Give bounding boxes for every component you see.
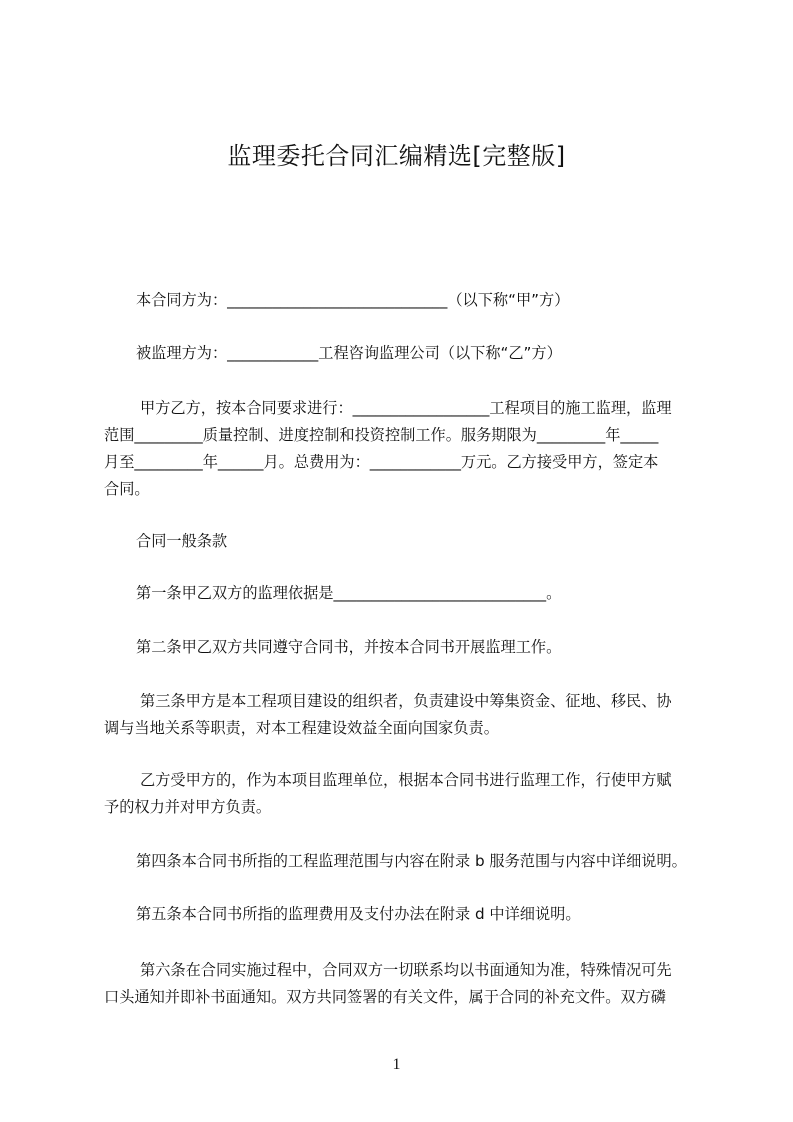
article-5 xyxy=(104,901,701,928)
article-2 xyxy=(104,634,701,661)
paragraph-supervised-party xyxy=(104,340,701,367)
text-line: 合同一般条款 xyxy=(136,532,228,550)
text-line: 本合同方为：_____________________________（以下称“甲”方） xyxy=(136,291,570,309)
text-line: 予的权力并对甲方负责。 xyxy=(104,798,272,816)
text-line: 第四条本合同书所指的工程监理范围与内容在附录 b 服务范围与内容中详细说明。 xyxy=(136,852,687,870)
text-line: 被监理方为：____________工程咨询监理公司（以下称“乙”方） xyxy=(136,344,562,362)
text-line: 第一条甲乙双方的监理依据是____________________________。 xyxy=(136,584,562,602)
article-1 xyxy=(104,580,701,607)
text-line: 范围_________质量控制、进度控制和投资控制工作。服务期限为_________年_____ xyxy=(104,426,659,444)
document-title: 监理委托合同汇编精选[完整版] xyxy=(227,142,566,170)
text-line: 口头通知并即补书面通知。双方共同签署的有关文件，属于合同的补充文件。双方磷 xyxy=(104,988,666,1006)
paragraph-contracting-party xyxy=(104,287,701,314)
section-heading-general-terms xyxy=(104,528,701,555)
text-line: 调与当地关系等职责，对本工程建设效益全面向国家负责。 xyxy=(104,719,499,737)
text-line: 甲方乙方，按本合同要求进行：__________________工程项目的施工监理，监理 xyxy=(140,399,672,417)
paragraph-party-b-role xyxy=(104,767,701,821)
text-line: 第六条在合同实施过程中，合同双方一切联系均以书面通知为准，特殊情况可先 xyxy=(140,961,672,979)
text-line: 第五条本合同书所指的监理费用及支付办法在附录 d 中详细说明。 xyxy=(136,905,581,923)
text-line: 合同。 xyxy=(104,480,150,498)
paragraph-project-scope xyxy=(104,395,701,503)
article-3 xyxy=(104,688,701,742)
text-line: 乙方受甲方的，作为本项目监理单位，根据本合同书进行监理工作，行使甲方赋 xyxy=(140,771,672,789)
text-line: 第二条甲乙双方共同遵守合同书，并按本合同书开展监理工作。 xyxy=(136,638,562,656)
page-number: 1 xyxy=(392,1056,401,1073)
text-line: 月至_________年______月。总费用为：____________万元。乙方接受甲方，签定本 xyxy=(104,453,659,471)
text-line: 第三条甲方是本工程项目建设的组织者，负责建设中筹集资金、征地、移民、协 xyxy=(140,692,672,710)
article-6 xyxy=(104,957,701,1011)
article-4 xyxy=(104,848,701,875)
